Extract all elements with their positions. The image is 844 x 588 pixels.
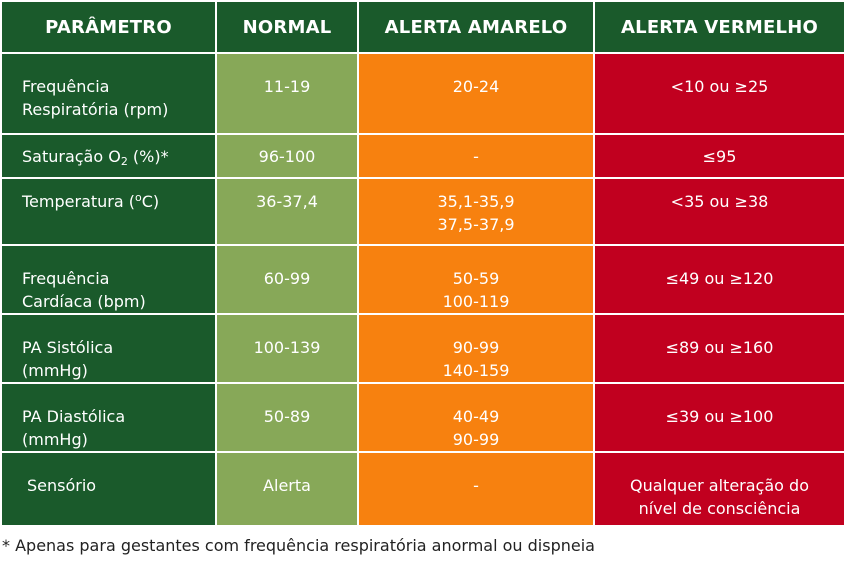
table-row (1, 178, 844, 245)
yellow-alert-value: 20-24 (452, 77, 500, 96)
normal-cell (216, 314, 358, 383)
param-cell (1, 383, 216, 452)
yellow-alert-value: 140-159 (442, 361, 510, 380)
yellow-alert-value: 40-49 (452, 407, 500, 426)
normal-cell (216, 383, 358, 452)
yellow-alert-cell (358, 383, 594, 452)
param-text: Frequência (22, 77, 110, 96)
param-cell (1, 452, 216, 526)
normal-cell (216, 245, 358, 314)
yellow-alert-value: 35,1-35,9 (437, 192, 515, 211)
table-row (1, 452, 844, 526)
header-alerta-amarelo: ALERTA AMARELO (358, 1, 594, 53)
yellow-alert-cell (358, 314, 594, 383)
param-cell (1, 178, 216, 245)
param-text-main: Saturação O (22, 147, 121, 166)
param-text: Frequência (22, 269, 110, 288)
header-row (1, 1, 844, 53)
header-parametro: PARÂMETRO (1, 1, 216, 53)
normal-cell (216, 452, 358, 526)
param-text: Respiratória (rpm) (22, 100, 169, 119)
yellow-alert-cell (358, 134, 594, 178)
red-alert-cell (594, 383, 844, 452)
yellow-alert-value: 100-119 (442, 292, 510, 311)
red-alert-value: ≤89 ou ≥160 (665, 338, 774, 357)
normal-cell (216, 178, 358, 245)
param-cell (1, 53, 216, 134)
param-text (22, 190, 209, 213)
red-alert-cell (594, 53, 844, 134)
yellow-alert-value: - (473, 476, 479, 495)
red-alert-cell (594, 452, 844, 526)
table-row (1, 383, 844, 452)
red-alert-value: <35 ou ≥38 (670, 192, 769, 211)
param-text: Sensório (27, 476, 97, 495)
param-text: PA Sistólica (22, 338, 114, 357)
yellow-alert-value: 90-99 (452, 338, 500, 357)
normal-value: 11-19 (263, 77, 311, 96)
yellow-alert-value: 37,5-37,9 (437, 215, 515, 234)
table-row (1, 53, 844, 134)
header-alerta-vermelho: ALERTA VERMELHO (594, 1, 844, 53)
red-alert-cell (594, 314, 844, 383)
yellow-alert-value: 50-59 (452, 269, 500, 288)
red-alert-cell (594, 178, 844, 245)
table-row (1, 134, 844, 178)
param-cell (1, 134, 216, 178)
red-alert-cell (594, 245, 844, 314)
yellow-alert-cell (358, 245, 594, 314)
normal-value: 60-99 (263, 269, 311, 288)
yellow-alert-value: - (473, 147, 479, 166)
param-text (22, 145, 209, 168)
normal-value: 100-139 (253, 338, 321, 357)
normal-cell (216, 53, 358, 134)
param-text: Cardíaca (bpm) (22, 292, 146, 311)
table-row (1, 245, 844, 314)
param-subscript: 2 (120, 155, 128, 168)
param-text: PA Diastólica (22, 407, 126, 426)
normal-value: Alerta (263, 476, 311, 495)
red-alert-cell (594, 134, 844, 178)
param-text-suffix: (%)* (127, 147, 169, 166)
yellow-alert-cell (358, 53, 594, 134)
param-superscript: o (135, 191, 142, 204)
normal-value: 50-89 (263, 407, 311, 426)
yellow-alert-cell (358, 452, 594, 526)
table-row (1, 314, 844, 383)
param-text-suffix: C) (141, 192, 160, 211)
normal-value: 36-37,4 (256, 192, 318, 211)
footnote: * Apenas para gestantes com frequência respiratória anormal ou dispneia (2, 536, 595, 555)
param-cell (1, 314, 216, 383)
red-alert-value: ≤39 ou ≥100 (665, 407, 774, 426)
red-alert-value: nível de consciência (638, 499, 801, 518)
red-alert-value: Qualquer alteração do (630, 476, 809, 495)
param-text: (mmHg) (22, 361, 88, 380)
yellow-alert-cell (358, 178, 594, 245)
red-alert-value: ≤95 (702, 147, 737, 166)
header-normal: NORMAL (216, 1, 358, 53)
red-alert-value: ≤49 ou ≥120 (665, 269, 774, 288)
yellow-alert-value: 90-99 (452, 430, 500, 449)
normal-cell (216, 134, 358, 178)
param-text: (mmHg) (22, 430, 88, 449)
param-cell (1, 245, 216, 314)
red-alert-value: <10 ou ≥25 (670, 77, 769, 96)
param-text-main: Temperatura ( (22, 192, 135, 211)
normal-value: 96-100 (258, 147, 316, 166)
